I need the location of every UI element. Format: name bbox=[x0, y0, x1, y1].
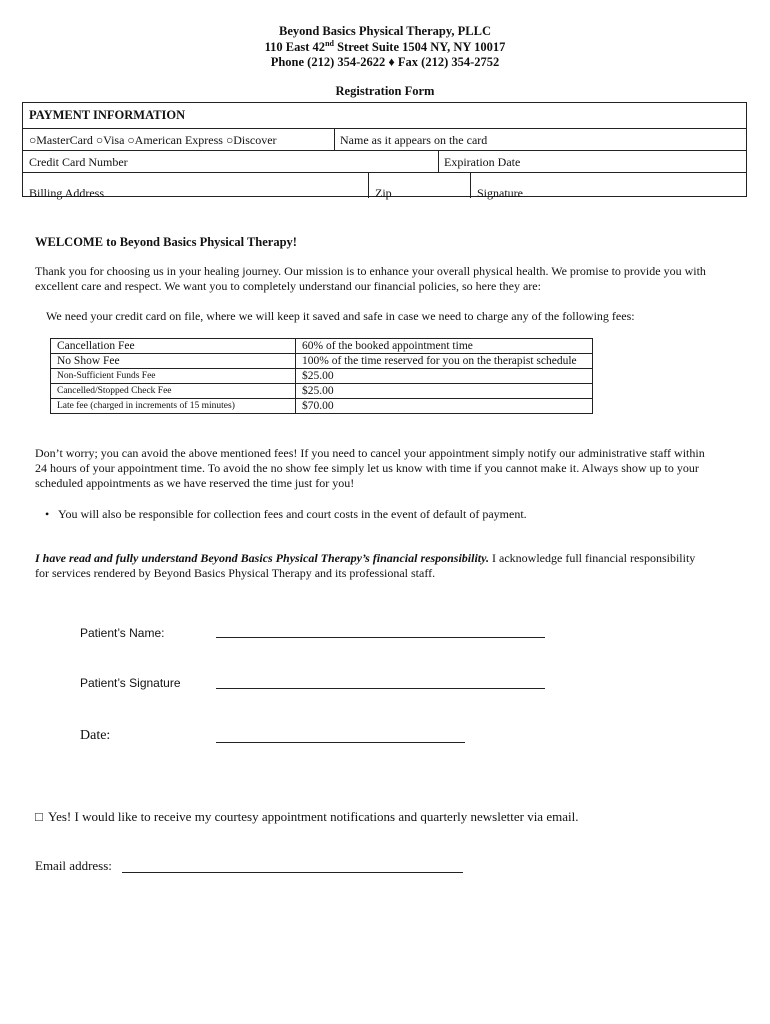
fee-name: No Show Fee bbox=[51, 354, 296, 369]
email-label: Email address: bbox=[35, 858, 112, 873]
date-line[interactable] bbox=[216, 742, 465, 743]
fee-name: Late fee (charged in increments of 15 minutes) bbox=[51, 399, 296, 414]
company-address: 110 East 42nd Street Suite 1504 NY, NY 10017 bbox=[264, 39, 506, 55]
fee-amount: $70.00 bbox=[296, 399, 593, 414]
notice-line-3: scheduled appointments as we have reserved the time just for you! bbox=[35, 476, 355, 490]
newsletter-checkbox[interactable]: □ bbox=[35, 809, 43, 824]
patient-signature-line[interactable] bbox=[216, 688, 545, 689]
fee-amount: $25.00 bbox=[296, 384, 593, 399]
form-title: Registration Form bbox=[335, 84, 435, 98]
payment-row-billing bbox=[23, 172, 746, 198]
credit-card-number-field[interactable]: Credit Card Number bbox=[29, 155, 128, 169]
fee-amount: $25.00 bbox=[296, 369, 593, 384]
payment-row-card bbox=[23, 128, 746, 151]
payment-row-number bbox=[23, 150, 746, 173]
notice-line-1: Don’t worry; you can avoid the above mentioned fees! If you need to cancel your appointment simply notify our administrative staff within bbox=[35, 446, 705, 460]
payment-information-box bbox=[22, 102, 747, 200]
billing-address-field[interactable]: Billing Address bbox=[29, 186, 105, 200]
newsletter-text: Yes! I would like to receive my courtesy appointment notifications and quarterly newsletter via email. bbox=[48, 809, 579, 824]
table-row bbox=[51, 384, 593, 399]
table-row bbox=[51, 369, 593, 384]
fees-table bbox=[50, 338, 593, 414]
acknowledgment-line-1: I have read and fully understand Beyond Basics Physical Therapy’s financial responsibility. I acknowledge full financial responsibility bbox=[35, 551, 696, 565]
intro-line-1: Thank you for choosing us in your healing journey. Our mission is to enhance your overall physical health. We promise to provide you with bbox=[35, 264, 706, 278]
company-phone: Phone (212) 354-2622 ♦ Fax (212) 354-2752 bbox=[270, 55, 500, 69]
patient-name-line[interactable] bbox=[216, 637, 545, 638]
patient-signature-label: Patient’s Signature bbox=[80, 676, 181, 690]
acknowledgment-line-2: for services rendered by Beyond Basics Physical Therapy and its professional staff. bbox=[35, 566, 436, 580]
email-line[interactable] bbox=[122, 872, 463, 873]
card-on-file-text: We need your credit card on file, where we will keep it saved and safe in case we need to charge any of the following fees: bbox=[46, 309, 635, 323]
zip-field[interactable]: Zip bbox=[375, 186, 392, 200]
payment-section-title: PAYMENT INFORMATION bbox=[29, 108, 186, 122]
signature-field[interactable]: Signature bbox=[477, 186, 523, 200]
table-row bbox=[51, 339, 593, 354]
intro-line-2: excellent care and respect. We want you to completely understand our financial policies, so here they are: bbox=[35, 279, 541, 293]
patient-name-label: Patient’s Name: bbox=[80, 626, 165, 640]
table-row bbox=[51, 354, 593, 369]
notice-line-2: 24 hours of your appointment time. To avoid the no show fee simply let us know with time if you cannot make it. Always show up to your bbox=[35, 461, 699, 475]
fee-name: Cancellation Fee bbox=[51, 339, 296, 354]
company-name: Beyond Basics Physical Therapy, PLLC bbox=[279, 24, 491, 38]
fee-amount: 60% of the booked appointment time bbox=[296, 339, 593, 354]
fee-name: Cancelled/Stopped Check Fee bbox=[51, 384, 296, 399]
table-row bbox=[51, 399, 593, 414]
bullet-icon: • bbox=[45, 507, 50, 521]
fee-name: Non-Sufficient Funds Fee bbox=[51, 369, 296, 384]
collection-fees-bullet: You will also be responsible for collection fees and court costs in the event of default of payment. bbox=[58, 507, 527, 521]
welcome-heading: WELCOME to Beyond Basics Physical Therapy! bbox=[35, 235, 297, 249]
fee-amount: 100% of the time reserved for you on the therapist schedule bbox=[296, 354, 593, 369]
date-label: Date: bbox=[80, 728, 111, 743]
card-type-options[interactable]: ○MasterCard ○Visa ○American Express ○Discover bbox=[29, 133, 277, 147]
name-on-card-field[interactable]: Name as it appears on the card bbox=[340, 133, 488, 147]
expiration-date-field[interactable]: Expiration Date bbox=[444, 155, 521, 169]
